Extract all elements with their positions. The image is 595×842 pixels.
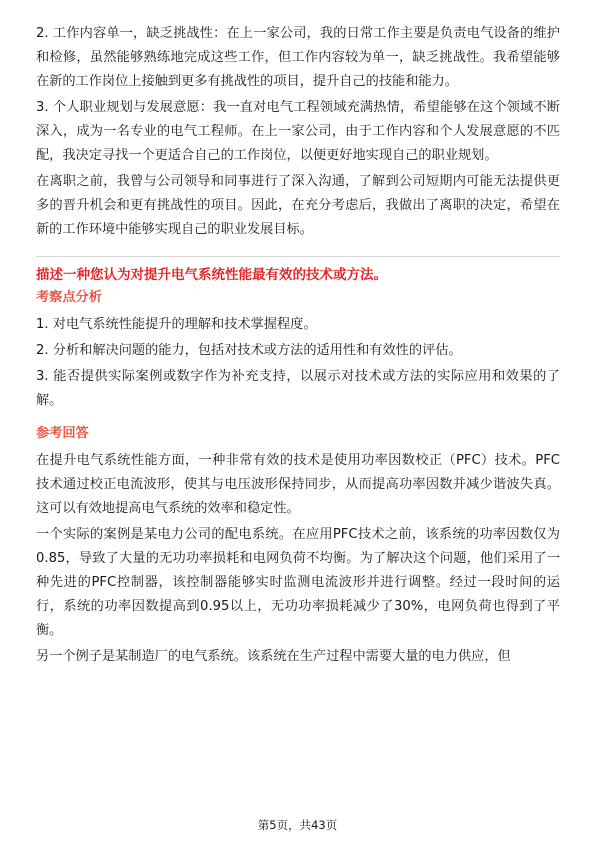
spacer (36, 415, 560, 423)
interview-question: 描述一种您认为对提升电气系统性能最有效的技术或方法。 (36, 267, 387, 283)
analysis-item: 1. 对电气系统性能提升的理解和技术掌握程度。 (36, 317, 317, 332)
page-number: 第5页，共43页 (257, 818, 338, 832)
analysis-heading: 考察点分析 (36, 290, 102, 305)
paragraph-resignation-summary: 在离职之前，我曾与公司领导和同事进行了深入沟通，了解到公司短期内可能无法提供更多的晋升机会和更有挑战性的项目。因此，在充分考虑后，我做出了离职的决定，希望在新的工作环境中能够实现自己的职业发展目标。 (36, 174, 560, 237)
answer-paragraph: 一个实际的案例是某电力公司的配电系统。在应用PFC技术之前，该系统的功率因数仅为0.85，导致了大量的无功功率损耗和电网负荷不均衡。为了解决这个问题，他们采用了一种先进的PFC控制器，该控制器能够实时监测电流波形并进行调整。经过一段时间的运行，系统的功率因数提高到0.95以上，无功功率损耗减少了30%，电网负荷也得到了平衡。 (36, 527, 560, 638)
section-divider (36, 256, 560, 257)
answer-paragraph: 另一个例子是某制造厂的电气系统。该系统在生产过程中需要大量的电力供应，但 (36, 649, 511, 664)
paragraph-reason-3: 3. 个人职业规划与发展意愿：我一直对电气工程领域充满热情，希望能够在这个领域不断深入，成为一名专业的电气工程师。在上一家公司，由于工作内容和个人发展意愿的不匹配，我决定寻找一个更适合自己的工作岗位，以便更好地实现自己的职业规划。 (36, 100, 560, 163)
analysis-item: 2. 分析和解决问题的能力，包括对技术或方法的适用性和有效性的评估。 (36, 343, 462, 358)
paragraph-reason-2: 2. 工作内容单一，缺乏挑战性：在上一家公司，我的日常工作主要是负责电气设备的维护和检修，虽然能够熟练地完成这些工作，但工作内容较为单一，缺乏挑战性。我希望能够在新的工作岗位上接触到更多有挑战性的项目，提升自己的技能和能力。 (36, 26, 560, 89)
answer-heading: 参考回答 (36, 426, 89, 441)
answer-paragraph: 在提升电气系统性能方面，一种非常有效的技术是使用功率因数校正（PFC）技术。PFC技术通过校正电流波形，使其与电压波形保持同步，从而提高功率因数并减少谐波失真。这可以有效地提高电气系统的效率和稳定性。 (36, 453, 560, 516)
page-content (36, 22, 560, 671)
analysis-item: 3. 能否提供实际案例或数字作为补充支持，以展示对技术或方法的实际应用和效果的了解。 (36, 369, 560, 408)
